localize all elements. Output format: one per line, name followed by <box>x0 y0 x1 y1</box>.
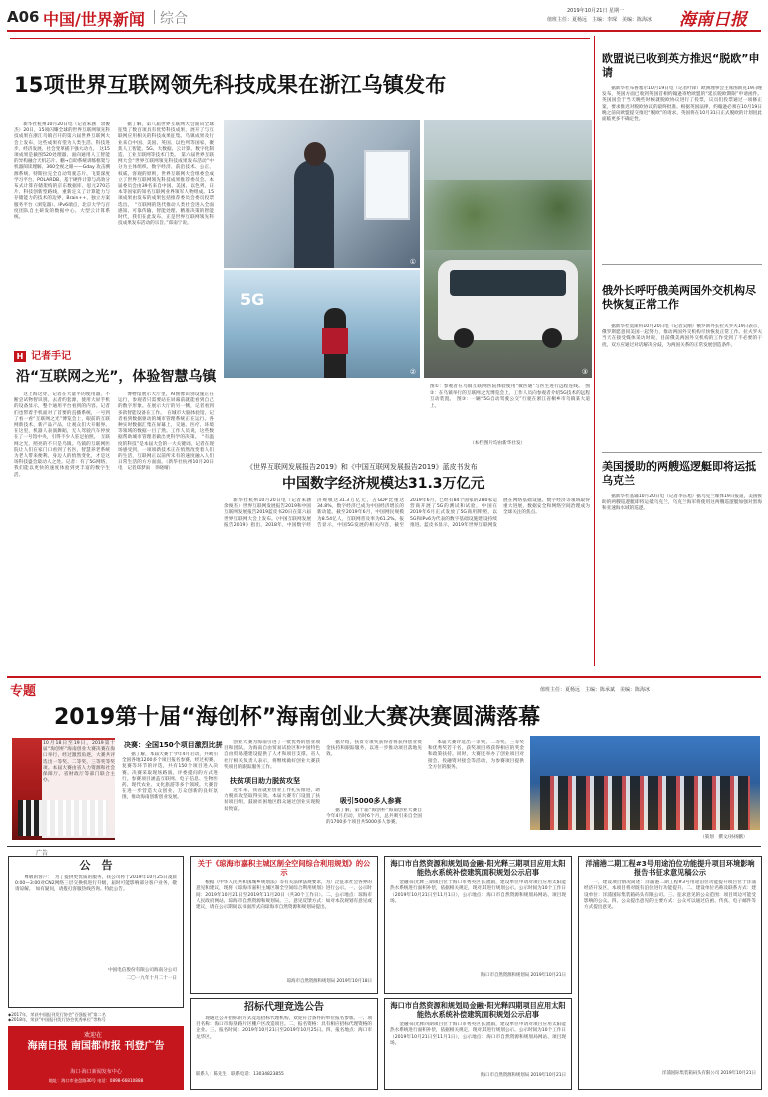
ads-rule <box>7 846 761 847</box>
photo-credit: （本栏图片均由新华社发） <box>470 441 526 446</box>
sidebar-headline-3: 美国援助的两艘巡逻艇即将运抵乌克兰 <box>602 460 756 487</box>
photo-5g-label: 5G <box>240 290 265 309</box>
photo-bus-window <box>450 270 566 296</box>
diary-column-1: 这上海这穿，记者在大量平的使用器，不断尝试物智识别。去者约套源，使用大屏手机的设备显示，整个通用平台看到的内容。记者们也带着手机面对了首要的直播系统，一号到了看一看“互联网之光”博览会上，眼前的互联网新技术、新产品产品，让观众们大开眼界。在这里，机器人表演舞蹈，无人驾驶汽车停放在了一号馆中央，引得不少人驻足拍照。 互联网之光，照亮的不只是乌镇。乌镇的互联网医院让人们在家门口看到了名医，智慧养老系统为老人带来便利。身边人的悄然变化，才是这场科技盛会最动人之处。记者：有了5G网络，我们能以更快的速度体验到更丰富的数字生活。 <box>14 392 110 478</box>
notice-sign: 中国电信股份有限公司海南分公司 <box>108 968 177 973</box>
welcome-small: 欢迎在 <box>84 1032 103 1039</box>
haikou-1-title: 海口市自然资源和规划局金融·阳光释三期项目应用太阳能热水系统补偿建筑面积规划公示启事 <box>390 859 566 877</box>
editors-line: 值班主任：夏杨远 主编：李琛 美编：陈海冰 <box>547 17 653 23</box>
yangpu-sign: 洋浦国际集装箱码头有限公司 2019年10月21日 <box>662 1071 756 1077</box>
special-column-4: 本届大赛评选出一等奖、二等奖、三等奖和优秀奖若干名，获奖项目将获得相应的奖金和政策扶持。同时，大赛还举办了创业项目对接会、投融资对接会等活动，为参赛项目提供全方位的服务。 <box>428 740 524 770</box>
special-column-2: 创业大赛为海南引进了一批优秀的创业项目和团队，为海南自由贸易试验区和中国特色自由贸易港建设提供了人才和项目支撑。省人社厅相关负责人表示，将继续做好创业大赛获奖项目的跟踪服务工作。 <box>224 740 320 770</box>
notice-body: 尊敬的客户： 为了提供更优质的服务，我公司将于2019年10月25日凌晨0:00—3:00对CN2网络三层交换机进行升级，届时可能影响部分客户业务，敬请谅解。 如有疑问，请拨打客服热线咨询。特此公告。 <box>15 875 177 893</box>
haikou-2-title: 海口市自然资源和规划局金融·阳光释四期项目应用太阳能热水系统补偿建筑面积规划公示启事 <box>390 1001 566 1019</box>
photo-1-hospital <box>224 120 420 268</box>
award-people <box>540 776 750 830</box>
photo-2-5g-expo <box>224 270 420 378</box>
photo-captions: 图①：参观者在乌镇互联网医院体验使用“微医通”与医生进行远程连线。 图②：在乌镇举行的互联网之光博览会上，工作人员向参观者介绍5G技术的远程互动装置。 图③：一辆“5G自动驾驶公交”行驶在浙江省桐乡市乌镇某大道上。 <box>430 384 590 409</box>
photo-trees <box>424 180 592 250</box>
sidebar-rule-2 <box>602 452 762 453</box>
diary-label-box <box>14 344 124 362</box>
tender-title: 招标代理竞选公告 <box>244 1002 324 1013</box>
haikou-1-sign: 海口市自然资源和规划局 2019年10月21日 <box>480 973 566 979</box>
tender-body: 现通过公开招标的方式竞选招标代理机构，欢迎符合条件的单位报名参加。一、项目名称：海口市海垦路片区棚户区改造项目。二、报名资格：具有相应招标代理资格的企业。三、报名时间：2019年10月21日至2019年10月25日。四、报名地点：海口市龙华区。 <box>196 1016 372 1040</box>
special-credit: （策划 撰文/孙扬鹏） <box>700 835 748 840</box>
page-number: A06 <box>7 8 40 26</box>
lead-headline-box <box>14 62 584 108</box>
diary-label: 记者手记 <box>31 351 72 362</box>
qionghai-body: 根据《中华人民共和国城乡规划法》等有关法律法规要求，为广泛征求社会各界的意见和建议，现将《琼海市嘉积主城区制全空间综合利用规划》进行公示。一、公示时间：2019年10月21日至2019年11月20日（共30个工作日）。二、公示地点：琼海市人民政府网站、琼海市自然资源和规划局。三、意见反馈方式：如对本次规划有意见或建议，请在公示期间以书面形式向琼海市自然资源和规划局提出。 <box>196 880 372 910</box>
special-label: 专题 <box>10 684 37 699</box>
section-title: 中国/世界新闻 <box>43 10 145 29</box>
haikou-2-sign: 海口市自然资源和规划局 2019年10月21日 <box>480 1073 566 1079</box>
tender-ad <box>190 998 378 1090</box>
photo-bus-wheel <box>454 328 474 348</box>
haikou-2-body: 金融·阳光释四期项目位于海口市秀英区长流镇，建设单位申请对项目应用太阳能热水系统进行面积补偿，依据相关规定，现对其进行规划公示。公示时间为10个工作日（2019年10月21日至11月1日），公示地点：海口市自然资源和规划局网站、项目现场。 <box>390 1022 566 1046</box>
special-headline: 2019第十届“海创杯”海南创业大赛决赛圆满落幕 <box>54 705 541 730</box>
sidebar-body-2: 据新华社莫斯科10月20日电（记者吴刚）俄罗斯外长拉夫罗夫19日表示，俄罗斯愿意同美国一起努力，推动两国外交机构尽快恢复正常工作。拉夫罗夫当天在接受媒体采访时说，目前俄美两国外交机构的工作受到了不必要的干扰，双方应通过对话解决分歧，为两国关系的正常发展创造条件。 <box>602 324 762 348</box>
sidebar-headline-1: 欧盟说已收到英方推迟“脱欧”申请 <box>602 52 760 79</box>
ads-label: 广告 <box>36 850 49 857</box>
special-column-1: 据了解，本届大赛于今年4月启动，共吸引全国各地1200多个项目报名参赛，经过初赛、复赛等环节的评选，共有150个项目进入决赛。决赛采取现场路演、评委提问的方式进行。参赛项目涵盖互联网、电子信息、生物医药、现代农业、文化旅游等多个领域。大赛旨在进一步营造大众创业、万众创新的良好氛围，推动海南创新创业发展。 <box>122 752 218 801</box>
report-body: 新华社杭州10月20日电（记者朱涵 余俊杰）世界互联网发展报告2019和中国互联网发展报告2019蓝皮书20日在第六届世界互联网大会上发布。《中国互联网发展报告2019》指出，2018年，中国数字经济规模达31.3万亿元，占GDP比重达34.8%，数字经济已成为中国经济增长的新动能。截至2019年6月，中国网民规模为8.54亿人，互联网普及率为61.2%。报告显示，中国5G发展的相关内容，截至2019年6月，已经有84个国家的280家运营商开展了5G的测试和试验，中国在2019年6月正式发放了5G商用牌照，以5G和IPv6为代表的数字基础设施建设持续推进。蓝皮书显示，2019年世界互联网发展在网络基础设施、数字经济等领域取得重大进展，数据安全和网络空间治理成为全球关注的焦点。 <box>224 498 590 528</box>
special-sub-2: 扶贫项目助力脱贫攻坚 <box>230 777 300 785</box>
sidebar-body-3: 据新华社基辅10月20日电（记者李东旭）据乌克兰媒体19日报道，美国援助的两艘巡逻艇即将运抵乌克兰，乌克兰海军将使用这两艘巡逻艇加强对黑海和亚速海水域的巡逻。 <box>602 494 762 512</box>
header-rule <box>7 30 761 32</box>
lead-column-2: 据了解，第八届世界互联网大会面向全球征集了数百项具有优势科技成果，展开了与互联网应用相关的科技成果征集。乌镇成果及行业来自中国、美国、英国、以色列等国家，聚焦人工智能、5G、大数据、云计算、数字化制造、工业互联网等技术门类。 第六届世界互联网大会“世界互联网领先科技成果发布活动”中分为主体组织、数字经济、前沿技术、公正、权威、客观的原则，世界互联网大会组委会成立了世界互联网领先科技成果推荐委员会。本届委员会由39名来自中国、美国、以色列、日本等国家的知名互联网业界领军人物组成。15项成果由发布的成果包括推荐委员会委员投票选出。 “互联网的迭代推动人类社会进入全面感知、可靠传输、智能处理、精准决策的智能时代，我们在此发布，正是世界互联网领先科技成果发布活动的宗旨。”郑南宁说。 <box>118 122 214 227</box>
date-line: 2019年10月21日 星期一 <box>567 8 625 14</box>
notice-date: 二〇一九年十月二十一日 <box>126 976 177 981</box>
sidebar-rule-1 <box>602 264 762 265</box>
special-column-3: 据介绍，扶贫专项奖获得者将获得创业资金扶持和跟踪服务，以进一步推动项目落地见效。 <box>326 740 422 758</box>
sidebar-body-1: 据新华社布鲁塞尔10月19日电（记者叶锋）欧洲理事会主席图斯克19日晚发布，英国方面已收到英国首相约翰逊寄给欧盟的“延长脱欧期限”申请函件。英国国会于当天晚些时候就脱欧协议进行了投票，议员们投票通过一项修正案，要求推迟对脱欧协议的最终批准。根据英国法律，约翰逊必须在10月19日晚之前向欧盟提交推迟“脱欧”的请求。英国将在10月31日正式脱欧的计划因此面临更多不确定性。 <box>602 86 762 123</box>
special-intro: 10月18日至19日，2019第十届“海创杯”海南创业大赛决赛在海口举行，经过激烈角逐，大赛共评选出一等奖、二等奖、三等奖等奖项。本届大赛由省人力资源和社会保障厅、省财政厅等部门联合主办。 <box>42 740 116 838</box>
diary-icon: H <box>14 351 26 362</box>
haikou-ad-2 <box>384 998 572 1090</box>
report-headline: 中国数字经济规模达31.3万亿元 <box>282 476 485 492</box>
yangpu-body: 一、建设项目情况简述：洋浦港二期工程#3号用途泊位功能提升项目位于洋浦经济开发区，本项目将对既有泊位进行功能提升。二、建设单位名称及联系方式：建设单位：洋浦国际集装箱码头有限公司。三、征求意见的公众范围：项目周边可能受影响的公众。四、公众提出意见的主要方式：公众可以通过信函、传真、电子邮件等方式提出意见。 <box>584 880 756 910</box>
reach-notes: ◆2017年，荣获中国报刊发行协会“百强报刊”第二名 ◆2018年，荣获“中国报刊发行协会优秀单位”等称号 <box>8 1012 106 1023</box>
tender-sign: 联系人：陈先生 联系电话：13034823855 <box>196 1072 284 1077</box>
column-divider <box>594 36 595 666</box>
lead-column-1: 新华社杭州10月20日电（记者朱涵 余俊杰）20日，15项闪耀全球的世界互联网领先科技成果在浙江乌镇召开的第六届世界互联网大会上发布，这些成果有望为人类生活、科技进步、经济发展、社会变革插下强大动力。 这15项成果是截图520处理器、面向通用人工智能的异构融合天机芯片、鹏→自助系统训练框架与机器阅读理解、360全视之眼——Gday 攻击溯源系统、特斯拉完全自动驾驶芯片、飞桨深度学习平台、POLARDB、基于硬件计算与高效分布式计算存储架构的京东数据库、思元270芯片、科技创新型路线，重新定义了计算能力与存储能力的技术的边界，Brain++、独立方案服务平台（浏览器）、IPv6端点，北京大学与百度团队自主研发的数据中心、大型云计算系统。 <box>14 122 110 221</box>
notice-title: 公 告 <box>79 859 113 872</box>
special-column-3b: 据了解，第十届“海创杯”海南创业大赛自今年4月启动，历时6个月，总共吸引来自全国的1700多个项目共5000多人参赛。 <box>326 808 422 826</box>
yangpu-title: 洋浦港二期工程#3号用途泊位功能提升项目环境影响报告书征求意见稿公示 <box>585 859 755 877</box>
haikou-1-body: 金融·阳光释三期项目位于海口市秀英区长流镇，建设单位申请对项目应用太阳能热水系统进行面积补偿，依据相关规定，现对其进行规划公示。公示时间为10个工作日（2019年10月21日至11月1日），公示地点：海口市自然资源和规划局网站、项目现场。 <box>390 880 566 904</box>
notice-ad <box>8 856 184 1008</box>
qionghai-ad <box>190 856 378 994</box>
yangpu-ad <box>578 856 762 1090</box>
diary-column-2: 博物馆展示大厅里，AI图像识别设施正在运行，参观者只需要站在屏幕前就能看到自己的数字形象。在展示大厅的另一侧，记者看到多款智能设备在工作。 在城市大脑体验馆，记者看到数据驱动的城市管理系统正在运行。各种实时数据汇集在屏幕上，交通、医疗、环境等领域的数据一目了然。工作人员说，这些数据帮助城市管理者做出更科学的决策。 “有温度的科技”是本届大会的一大关键词。记者在现场感受到，一项项新技术正在悄然改变着人们的生活，互联网正以前所未有的速度融入人们日常生活的方方面面。（新华社杭州10月20日电 记者郑梦雨 李晓晴） <box>118 392 214 472</box>
special-editors: 值班主任：夏杨远 主编：陈承斌 美编：陈海冰 <box>540 687 651 693</box>
photo-figure-head <box>304 142 326 166</box>
sidebar-headline-2: 俄外长呼吁俄美两国外交机构尽快恢复正常工作 <box>602 284 756 311</box>
section-divider <box>154 10 155 24</box>
photo-2-figure-skirt <box>322 328 348 354</box>
lead-top-rule <box>10 38 590 39</box>
welcome-tel: 地址：海口市金盘路30号 电话：0898-66810888 <box>48 1078 144 1083</box>
photo-3-bus <box>424 120 592 378</box>
special-column-2b: 近年来，我省就业创业工作扎实推进，助力脱贫攻坚取得实效。本届大赛专门设置了扶贫项目组，鼓励贫困地区群众通过创业实现脱贫致富。 <box>224 788 320 812</box>
lead-headline: 15项世界互联网领先科技成果在浙江乌镇发布 <box>14 73 447 97</box>
photo-screen <box>364 150 410 220</box>
special-sub-3: 吸引5000多人参赛 <box>340 797 402 805</box>
photo-bus-wheel <box>542 328 562 348</box>
report-kicker: 《世界互联网发展报告2019》和《中国互联网发展报告2019》蓝皮书发布 <box>246 463 478 471</box>
photo-1-number: ① <box>409 258 416 266</box>
diary-headline: 沿“互联网之光”，体验智慧乌镇 <box>16 369 217 385</box>
haikou-ad-1 <box>384 856 572 994</box>
qionghai-sign: 琼海市自然资源和规划局 2019年10月18日 <box>286 979 372 985</box>
welcome-ad <box>8 1026 184 1090</box>
special-rule <box>7 676 761 678</box>
photo-2-number: ② <box>409 368 416 376</box>
special-sub-1: 决赛：全国150个项目激烈比拼 <box>124 741 223 749</box>
photo-figure <box>294 160 334 268</box>
qionghai-title: 关于《琼海市嘉积主城区制全空间综合利用规划》的公示 <box>197 859 371 877</box>
page-header <box>7 4 761 30</box>
masthead-logo: 海南日报 <box>679 10 747 30</box>
welcome-sub: 海口·海口新闻发布中心 <box>70 1069 122 1075</box>
welcome-main: 海南日报 南国都市报 刊登广告 <box>27 1041 165 1052</box>
photo-3-number: ③ <box>581 368 588 376</box>
special-award-photo <box>530 736 760 830</box>
subsection-title: 综合 <box>160 11 188 27</box>
